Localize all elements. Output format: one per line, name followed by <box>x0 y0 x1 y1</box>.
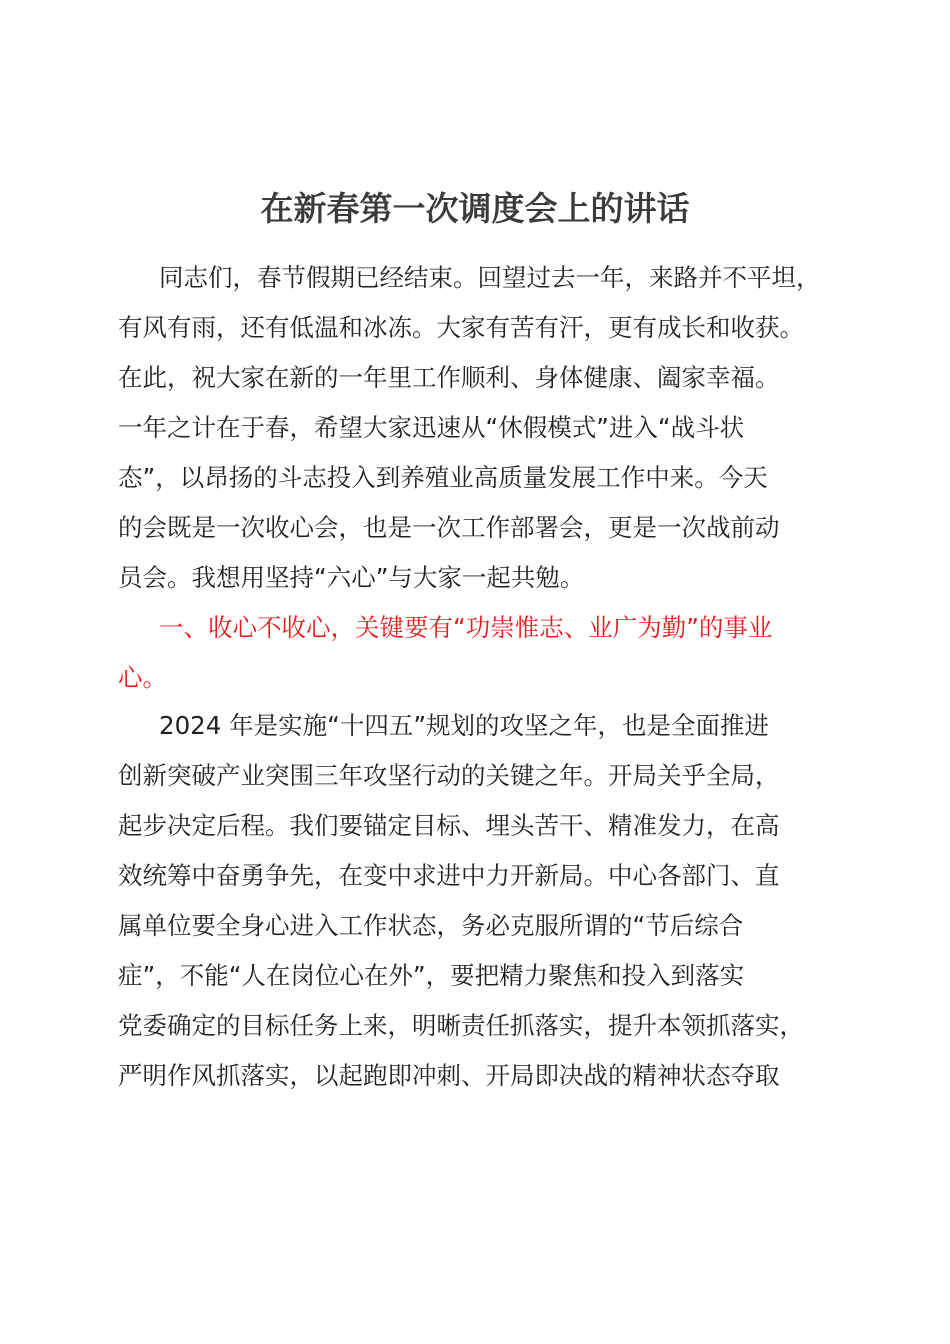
paragraph-2-line-5: 属单位要全身心进入工作状态，务必克服所谓的“节后综合 <box>118 911 744 940</box>
section-heading-line-1: 一、收心不收心，关键要有“功崇惟志、业广为勤”的事业 <box>159 613 773 642</box>
paragraph-1-line-1: 同志们，春节假期已经结束。回望过去一年，来路并不平坦， <box>159 263 821 292</box>
paragraph-2-line-4: 效统筹中奋勇争先，在变中求进中力开新局。中心各部门、直 <box>118 861 780 890</box>
paragraph-2-line-7: 党委确定的目标任务上来，明晰责任抓落实，提升本领抓落实， <box>118 1011 804 1040</box>
document-title: 在新春第一次调度会上的讲话 <box>260 189 690 228</box>
paragraph-1-line-5: 态”，以昂扬的斗志投入到养殖业高质量发展工作中来。今天 <box>118 463 768 492</box>
paragraph-2-line-6: 症”，不能“人在岗位心在外”，要把精力聚焦和投入到落实 <box>118 961 745 990</box>
paragraph-1-line-7: 员会。我想用坚持“六心”与大家一起共勉。 <box>118 563 585 592</box>
paragraph-1-line-2: 有风有雨，还有低温和冰冻。大家有苦有汗，更有成长和收获。 <box>118 313 804 342</box>
paragraph-1-line-3: 在此，祝大家在新的一年里工作顺利、身体健康、阖家幸福。 <box>118 363 780 392</box>
paragraph-1-line-4: 一年之计在于春，希望大家迅速从“休假模式”进入“战斗状 <box>118 413 745 442</box>
paragraph-1-line-6: 的会既是一次收心会，也是一次工作部署会，更是一次战前动 <box>118 513 780 542</box>
paragraph-2-line-2: 创新突破产业突围三年攻坚行动的关键之年。开局关乎全局， <box>118 761 780 790</box>
paragraph-2-line-1: 2024 年是实施“十四五”规划的攻坚之年，也是全面推进 <box>159 711 770 740</box>
section-heading-line-2: 心。 <box>118 663 167 692</box>
paragraph-2-line-8: 严明作风抓落实，以起跑即冲刺、开局即决战的精神状态夺取 <box>118 1061 780 1090</box>
paragraph-2-line-3: 起步决定后程。我们要锚定目标、埋头苦干、精准发力，在高 <box>118 811 780 840</box>
